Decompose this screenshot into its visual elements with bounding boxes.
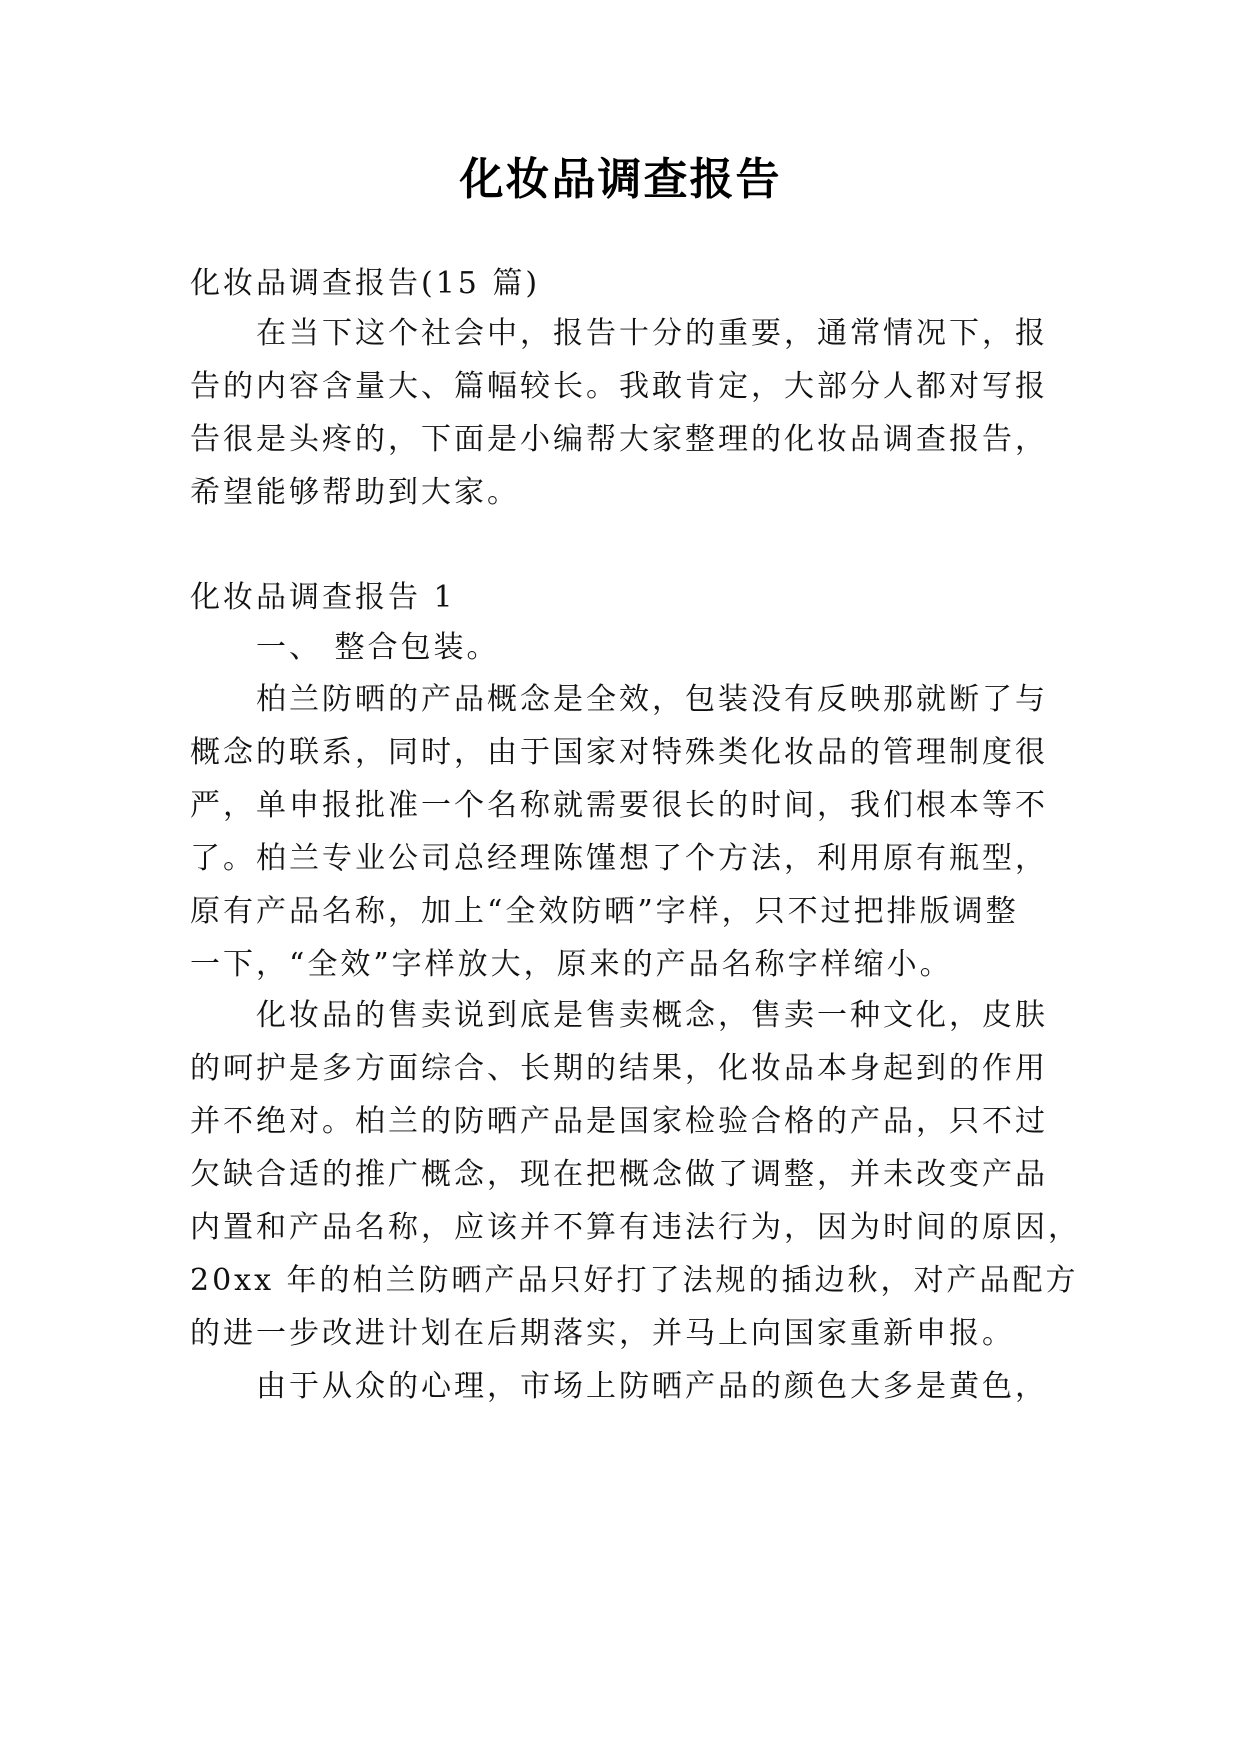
para1-line-5: 原有产品名称，加上“全效防晒”字样，只不过把排版调整 [190,894,1019,929]
para2-line-3: 并不绝对。柏兰的防晒产品是国家检验合格的产品，只不过 [190,1104,1048,1139]
para1-line-1: 柏兰防晒的产品概念是全效，包装没有反映那就断了与 [256,682,1048,717]
para1-line-3: 严，单申报批准一个名称就需要很长的时间，我们根本等不 [190,788,1048,823]
para2-line-2: 的呵护是多方面综合、长期的结果，化妆品本身起到的作用 [190,1051,1048,1086]
item-heading: 一、 整合包装。 [256,630,500,665]
document-title: 化妆品调查报告 [459,154,782,205]
subtitle: 化妆品调查报告(15 篇) [190,266,541,301]
para2-line-4: 欠缺合适的推广概念，现在把概念做了调整，并未改变产品 [190,1157,1048,1192]
section-heading: 化妆品调查报告 1 [190,580,456,615]
para1-line-4: 了。柏兰专业公司总经理陈馑想了个方法，利用原有瓶型， [190,841,1048,876]
para2-line-6: 20xx 年的柏兰防晒产品只好打了法规的插边秋，对产品配方 [190,1263,1079,1298]
intro-line-4: 希望能够帮助到大家。 [190,475,520,510]
intro-line-1: 在当下这个社会中，报告十分的重要，通常情况下，报 [256,316,1048,351]
para2-line-1: 化妆品的售卖说到底是售卖概念，售卖一种文化，皮肤 [256,998,1048,1033]
para1-line-2: 概念的联系，同时，由于国家对特殊类化妆品的管理制度很 [190,735,1048,770]
para2-line-5: 内置和产品名称，应该并不算有违法行为，因为时间的原因， [190,1210,1081,1245]
intro-line-2: 告的内容含量大、篇幅较长。我敢肯定，大部分人都对写报 [190,369,1048,404]
para3-line-1: 由于从众的心理，市场上防晒产品的颜色大多是黄色， [256,1369,1048,1404]
para1-line-6: 一下，“全效”字样放大，原来的产品名称字样缩小。 [190,947,953,982]
para2-line-7: 的进一步改进计划在后期落实，并马上向国家重新申报。 [190,1316,1015,1351]
intro-line-3: 告很是头疼的，下面是小编帮大家整理的化妆品调查报告， [190,422,1048,457]
